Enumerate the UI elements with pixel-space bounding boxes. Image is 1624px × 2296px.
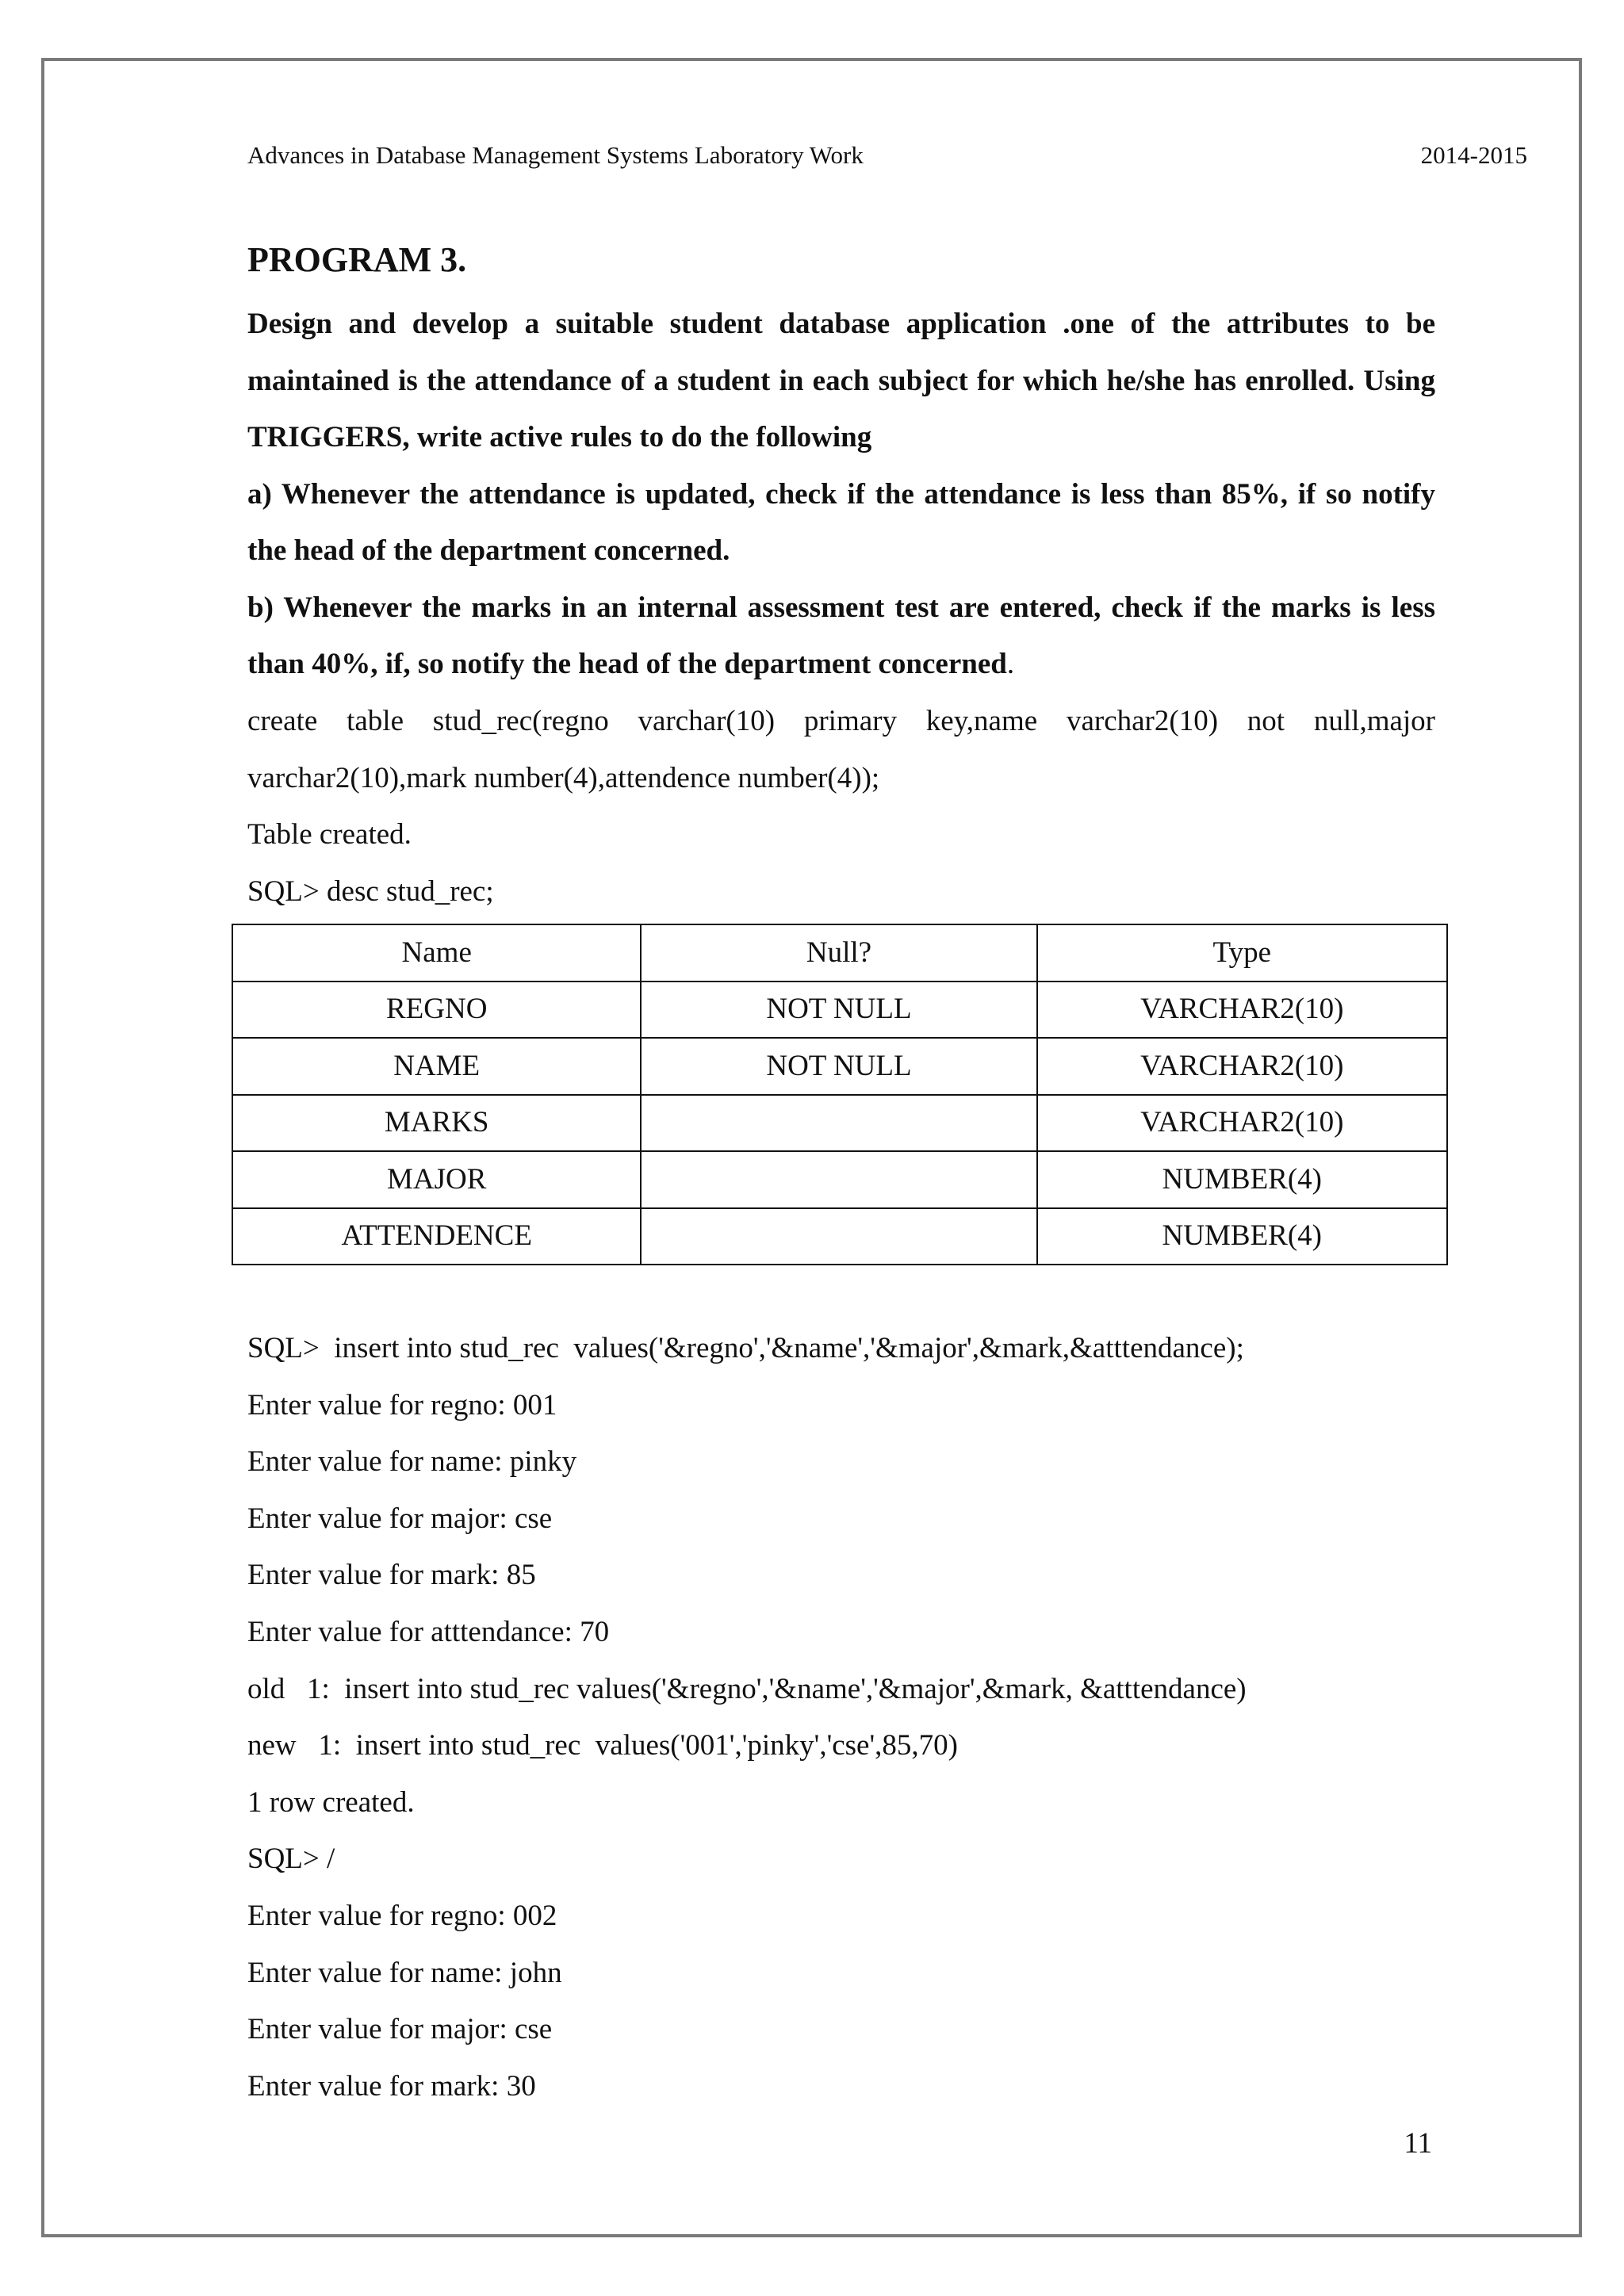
cell-name: ATTENDENCE (232, 1208, 641, 1265)
column-header-type: Type (1037, 924, 1447, 982)
cell-null (641, 1151, 1036, 1208)
cell-type: VARCHAR2(10) (1037, 1095, 1447, 1152)
session-line: Enter value for major: cse (247, 1502, 553, 1535)
page-number: 11 (1404, 2127, 1432, 2160)
problem-intro: Design and develop a suitable student database application .one of the attributes to be maintained is the attendance of a student in each subject for which he/she has enrolled. Using TRIGGERS, write active rules to do the following (247, 308, 1435, 453)
session-line: Enter value for name: pinky (247, 1445, 577, 1479)
column-header-name: Name (232, 924, 641, 982)
session-line: Enter value for major: cse (247, 2013, 553, 2046)
table-row (232, 982, 1447, 1039)
session-line: 1 row created. (247, 1785, 415, 1819)
running-header-title: Advances in Database Management Systems Laboratory Work (247, 141, 864, 169)
session-line: new 1: insert into stud_rec values('001','pinky','cse',85,70) (247, 1729, 958, 1762)
table-row (232, 1095, 1447, 1152)
table-row (232, 1208, 1447, 1265)
desc-command: SQL> desc stud_rec; (247, 874, 494, 908)
session-line: Enter value for name: john (247, 1956, 562, 1989)
cell-null: NOT NULL (641, 1038, 1036, 1095)
session-line: old 1: insert into stud_rec values('&regno','&name','&major',&mark, &atttendance) (247, 1672, 1247, 1705)
cell-null: NOT NULL (641, 982, 1036, 1039)
session-line: Enter value for regno: 001 (247, 1388, 557, 1422)
session-line: SQL> / (247, 1843, 335, 1876)
session-line: SQL> insert into stud_rec values('&regno','&name','&major',&mark,&atttendance); (247, 1332, 1244, 1364)
session-line: Enter value for mark: 30 (247, 2069, 536, 2103)
describe-table (232, 924, 1448, 1265)
rule-b-paragraph (247, 580, 1435, 693)
session-line: Enter value for regno: 002 (247, 1899, 557, 1932)
rule-a: a) Whenever the attendance is updated, check if the attendance is less than 85%, if so notify the head of the department concerned. (247, 477, 1435, 567)
session-line: Enter value for mark: 85 (247, 1559, 536, 1592)
rule-b: b) Whenever the marks in an internal assessment test are entered, check if the marks is less than 40%, if, so notify the head of the department concerned (247, 591, 1435, 680)
cell-type: VARCHAR2(10) (1037, 982, 1447, 1039)
cell-name: MAJOR (232, 1151, 641, 1208)
cell-type: VARCHAR2(10) (1037, 1038, 1447, 1095)
cell-null (641, 1095, 1036, 1152)
sql-session-log (247, 1320, 1516, 2114)
running-header-year: 2014-2015 (1420, 141, 1527, 169)
session-line: Enter value for atttendance: 70 (247, 1615, 610, 1648)
table-header-row (232, 924, 1447, 982)
column-header-null: Null? (641, 924, 1036, 982)
cell-name: MARKS (232, 1095, 641, 1152)
table-created-message: Table created. (247, 818, 412, 851)
cell-type: NUMBER(4) (1037, 1208, 1447, 1265)
cell-name: REGNO (232, 982, 641, 1039)
sql-setup-block (247, 693, 1435, 920)
create-table-statement: create table stud_rec(regno varchar(10) primary key,name varchar2(10) not null,major varchar2(10),mark number(4),attendence number(4)); (247, 705, 1435, 794)
table-row (232, 1038, 1447, 1095)
cell-name: NAME (232, 1038, 641, 1095)
cell-null (641, 1208, 1036, 1265)
rule-b-period: . (1006, 648, 1015, 680)
cell-type: NUMBER(4) (1037, 1151, 1447, 1208)
problem-statement (247, 296, 1435, 693)
program-title: PROGRAM 3. (247, 240, 467, 279)
table-row (232, 1151, 1447, 1208)
